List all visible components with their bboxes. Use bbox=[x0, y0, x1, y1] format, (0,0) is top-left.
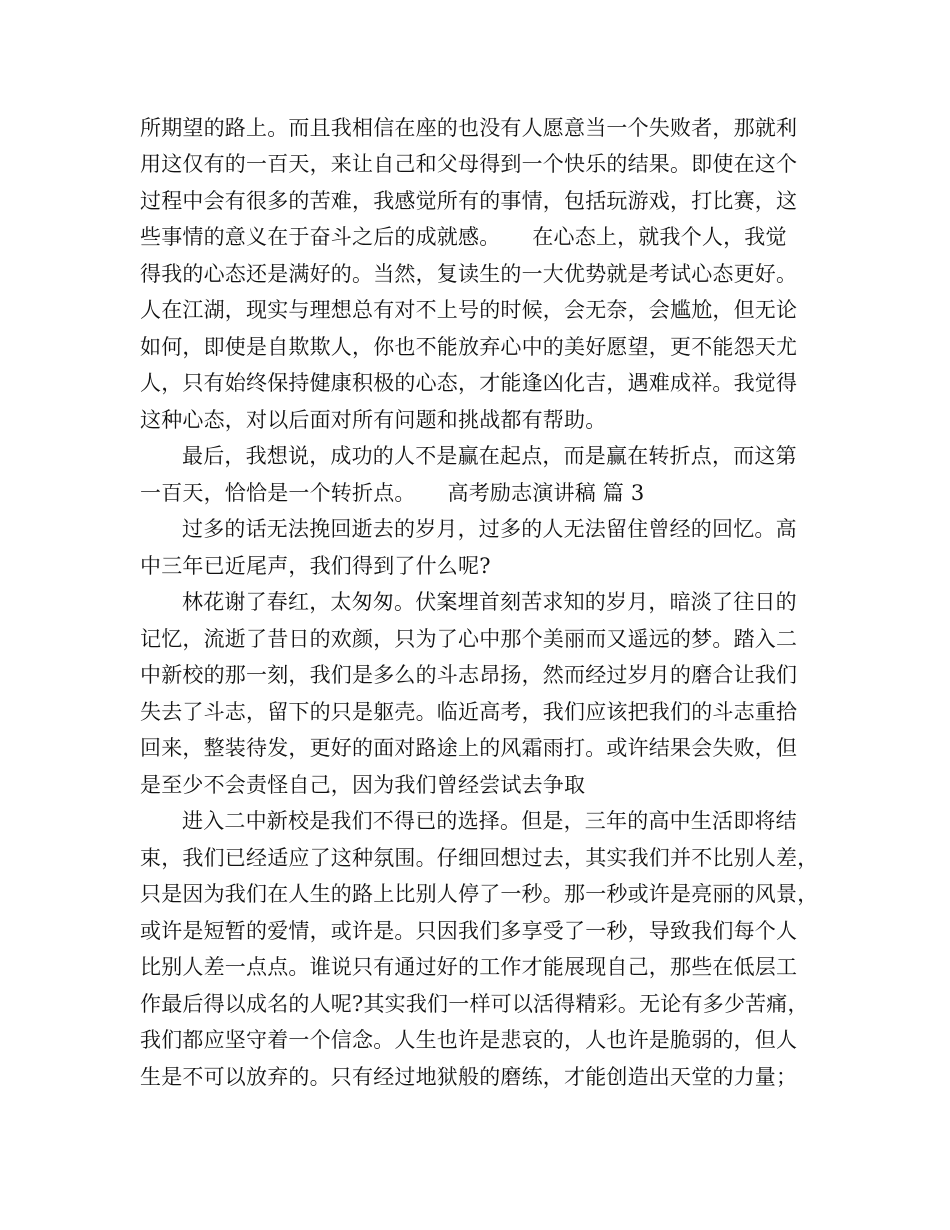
text-line: 生是不可以放弃的。只有经过地狱般的磨练，才能创造出天堂的力量； bbox=[140, 1065, 798, 1089]
text-line: 过程中会有很多的苦难，我感觉所有的事情，包括玩游戏，打比赛，这 bbox=[140, 189, 798, 213]
text-line: 如何，即使是自欺欺人，你也不能放弃心中的美好愿望，更不能怨天尤 bbox=[140, 335, 798, 359]
text-line: 一百天，恰恰是一个转折点。 高考励志演讲稿 篇 3 bbox=[140, 481, 645, 505]
text-line: 比别人差一点点。谁说只有通过好的工作才能展现自己，那些在低层工 bbox=[140, 955, 798, 979]
text-line: 这种心态，对以后面对所有问题和挑战都有帮助。 bbox=[140, 408, 607, 432]
paragraph-first-line: 林花谢了春红，太匆匆。伏案埋首刻苦求知的岁月，暗淡了往日的 bbox=[182, 590, 797, 614]
paragraph-first-line: 最后，我想说，成功的人不是赢在起点，而是赢在转折点，而这第 bbox=[182, 444, 797, 468]
text-line: 中三年已近尾声，我们得到了什么呢? bbox=[140, 554, 491, 578]
text-line: 中新校的那一刻，我们是多么的斗志昂扬，然而经过岁月的磨合让我们 bbox=[140, 663, 798, 687]
text-line: 失去了斗志，留下的只是躯壳。临近高考，我们应该把我们的斗志重拾 bbox=[140, 700, 798, 724]
text-line: 用这仅有的一百天，来让自己和父母得到一个快乐的结果。即使在这个 bbox=[140, 152, 798, 176]
text-line: 作最后得以成名的人呢?其实我们一样可以活得精彩。无论有多少苦痛， bbox=[140, 992, 809, 1016]
text-line: 束，我们已经适应了这种氛围。仔细回想过去，其实我们并不比别人差， bbox=[140, 846, 819, 870]
text-line: 只是因为我们在人生的路上比别人停了一秒。那一秒或许是亮丽的风景， bbox=[140, 882, 819, 906]
text-line: 回来，整装待发，更好的面对路途上的风霜雨打。或许结果会失败，但 bbox=[140, 736, 798, 760]
text-line: 是至少不会责怪自己，因为我们曾经尝试去争取 bbox=[140, 773, 586, 797]
text-line: 人在江湖，现实与理想总有对不上号的时候，会无奈，会尴尬，但无论 bbox=[140, 298, 798, 322]
text-line: 所期望的路上。而且我相信在座的也没有人愿意当一个失败者，那就利 bbox=[140, 116, 798, 140]
paragraph-first-line: 进入二中新校是我们不得已的选择。但是，三年的高中生活即将结 bbox=[182, 809, 797, 833]
text-line: 人，只有始终保持健康积极的心态，才能逢凶化吉，遇难成祥。我觉得 bbox=[140, 371, 798, 395]
paragraph-first-line: 过多的话无法挽回逝去的岁月，过多的人无法留住曾经的回忆。高 bbox=[182, 517, 797, 541]
text-line: 或许是短暂的爱情，或许是。只因我们多享受了一秒，导致我们每个人 bbox=[140, 919, 798, 943]
text-line: 得我的心态还是满好的。当然，复读生的一大优势就是考试心态更好。 bbox=[140, 262, 798, 286]
text-line: 些事情的意义在于奋斗之后的成就感。 在心态上，就我个人，我觉 bbox=[140, 225, 787, 249]
text-line: 记忆，流逝了昔日的欢颜，只为了心中那个美丽而又遥远的梦。踏入二 bbox=[140, 627, 798, 651]
text-line: 我们都应坚守着一个信念。人生也许是悲哀的，人也许是脆弱的，但人 bbox=[140, 1028, 798, 1052]
